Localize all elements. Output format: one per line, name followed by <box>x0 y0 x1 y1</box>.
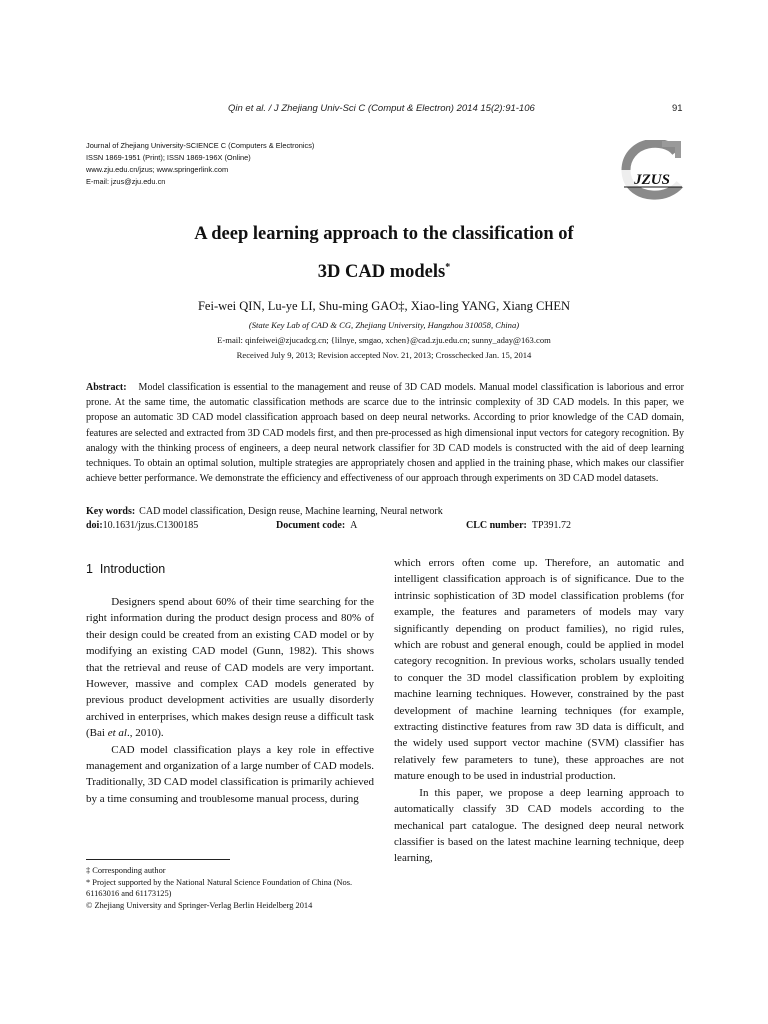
title-marker: * <box>445 262 451 273</box>
journal-info <box>86 140 314 188</box>
document-code <box>276 519 357 533</box>
intro-paragraph-3: In this paper, we propose a deep learning approach to automatically classify 3D CAD models according to the mechanical part catalogue. The designed deep neural network classifier is based on the latest machine learning technique, deep learning, <box>394 786 684 865</box>
footnote-funding: * Project supported by the National Natural Science Foundation of China (Nos. 61163016 and 61173125) <box>86 877 353 899</box>
citation-etal: et al <box>107 727 127 740</box>
journal-email: E-mail: jzus@zju.edu.cn <box>86 177 166 186</box>
journal-websites: www.zju.edu.cn/jzus; www.springerlink.com <box>86 165 229 174</box>
doi-line <box>86 519 684 533</box>
doi-value[interactable]: 10.1631/jzus.C1300185 <box>102 520 199 531</box>
document-code-value: A <box>350 520 358 531</box>
abstract-text: Model classification is essential to the management and reuse of 3D CAD models. Manual model classification is laborious and error prone. At the same time, the automatic classification methods are scarce due to the intrinsic complexity of 3D CAD models. In this paper, we propose an automatic 3D CAD model classification approach based on deep neural networks. According to prior knowledge of the CAD domain, features are selected and extracted from 3D CAD models first, and then pre-processed as high dimensional input vectors for category recognition. By analogy with the thinking process of engineers, a deep neural network classifier for 3D CAD models is constructed with the aid of deep learning techniques. To obtain an optimal solution, multiple strategies are appropriately chosen and applied in the training phase, which makes our classifier achieve better performance. We demonstrate the efficiency and effectiveness of our approach through experiments on 3D CAD model datasets. <box>86 382 684 485</box>
intro-paragraph-1 <box>86 594 374 742</box>
section-title: Introduction <box>99 562 166 576</box>
title-line-2-text: 3D CAD models <box>317 262 446 283</box>
title-line-1: A deep learning approach to the classification of <box>194 224 574 244</box>
title-line-2 <box>84 251 684 289</box>
footnote-copyright: © Zhejiang University and Springer-Verlag Berlin Heidelberg 2014 <box>86 900 313 910</box>
footnotes <box>86 865 374 911</box>
clc-value: TP391.72 <box>531 520 572 531</box>
intro-paragraph-2: CAD model classification plays a key role in effective management and organization of a large number of CAD models. Traditionally, 3D CAD model classification is primarily achieved by a time consuming and troublesome manual process, during <box>86 743 374 805</box>
clc-label: CLC number: <box>466 520 527 531</box>
journal-name: Journal of Zhejiang University-SCIENCE C (Computers & Electronics) <box>86 141 315 150</box>
authors: Fei-wei QIN, Lu-ye LI, Shu-ming GAO‡, Xiao-ling YANG, Xiang CHEN <box>197 299 571 313</box>
page-number: 91 <box>672 103 683 114</box>
logo-text: JZUS <box>634 172 670 188</box>
document-code-label: Document code: <box>276 520 346 531</box>
abstract-label: Abstract: <box>86 382 127 393</box>
abstract <box>86 380 684 486</box>
keywords-label: Key words: <box>86 506 136 517</box>
keywords-text: CAD model classification, Design reuse, Machine learning, Neural network <box>139 506 443 517</box>
intro-paragraph-1-end: ., 2010). <box>126 727 164 740</box>
keywords <box>86 505 684 519</box>
section-number: 1 <box>86 562 93 576</box>
author-emails: E-mail: qinfeiwei@zjucadcg.cn; {lilnye, smgao, xchen}@cad.zju.edu.cn; sunny_aday@163.com <box>217 335 551 345</box>
footnote-divider <box>86 859 230 860</box>
right-column <box>394 555 684 867</box>
left-column <box>86 594 374 807</box>
intro-paragraph-continued: which errors often come up. Therefore, an automatic and intelligent classification approach is of significance. Due to the intrinsic sophistication of 3D model classification problems (for example, the features and parameters of models may vary significantly depending on product families), no rigid rules, which are robust and general enough, could be applied in model category recognition. In previous works, scholars usually tended to conquer the 3D model classification problem by exploiting machine learning techniques. However, constrained by the past development of machine learning techniques (for example, extracting distinctive features from raw 3D data is difficult, and the widely used support vector machine (SVM) classifier has relatively few parameters to tune), these approaches are not mature enough to be used in industrial production. <box>394 557 684 783</box>
intro-paragraph-1-text: Designers spend about 60% of their time searching for the right information during the product design process and 80% of their design could be created from an existing CAD model or by modifying an existing CAD model (Gunn, 1982). This shows that the retrieval and reuse of CAD models are very important. However, massive and complex CAD models generated by previous product development activities are usually disorderly archived in enterprises, which makes design reuse a difficult task (Bai <box>86 596 374 740</box>
jzus-logo <box>618 140 688 200</box>
doi-label: doi: <box>86 520 103 531</box>
affiliation: (State Key Lab of CAD & CG, Zhejiang University, Hangzhou 310058, China) <box>248 320 520 330</box>
footnote-corresponding: ‡ Corresponding author <box>86 866 166 875</box>
journal-issn: ISSN 1869-1951 (Print); ISSN 1869-196X (Online) <box>86 153 251 162</box>
section-heading <box>86 562 165 576</box>
received-dates: Received July 9, 2013; Revision accepted Nov. 21, 2013; Crosschecked Jan. 15, 2014 <box>236 350 532 360</box>
doi <box>86 520 198 531</box>
clc-number <box>466 519 571 533</box>
paper-title <box>84 218 684 289</box>
running-head: Qin et al. / J Zhejiang Univ-Sci C (Comput & Electron) 2014 15(2):91-106 <box>228 103 535 114</box>
